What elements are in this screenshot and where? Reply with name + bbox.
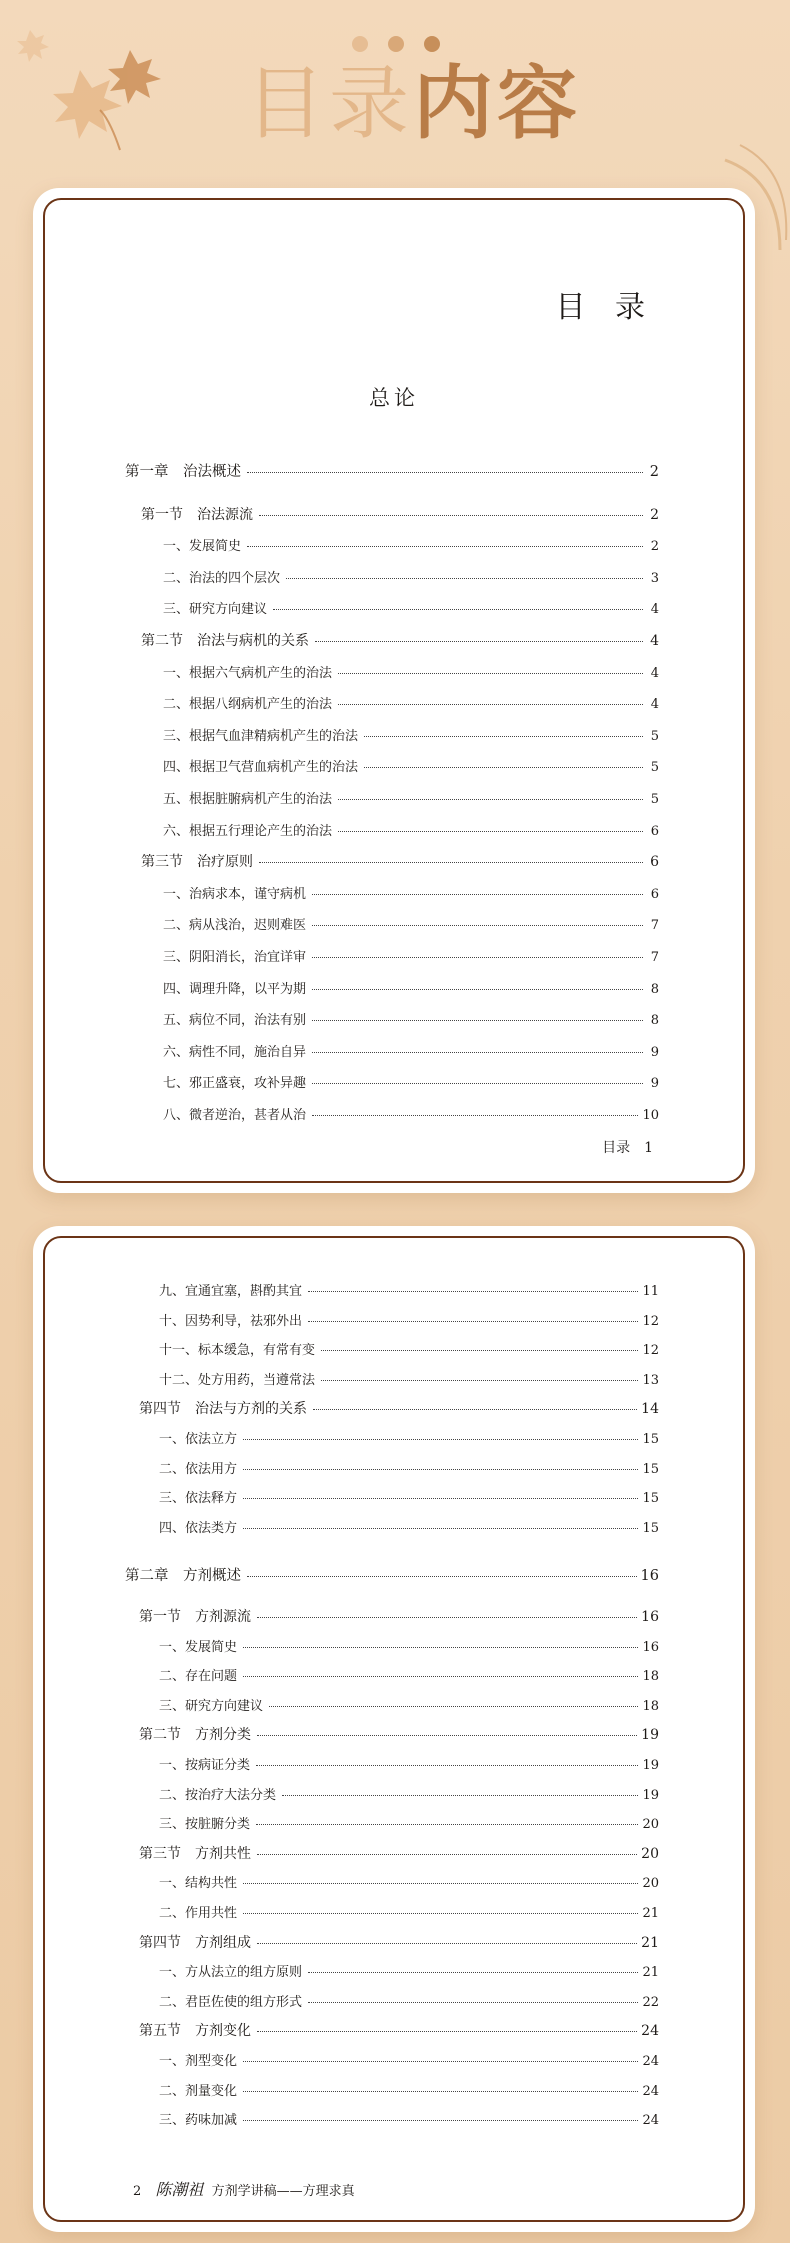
- toc-entry-label: 第二节 治法与病机的关系: [141, 633, 309, 649]
- page-border: [43, 198, 745, 1183]
- toc-entry-label: 三、研究方向建议: [159, 1698, 264, 1714]
- toc-page-1: [33, 188, 755, 1193]
- toc-entry-page: 4: [650, 665, 659, 681]
- toc-entry-label: 二、作用共性: [159, 1906, 238, 1921]
- toc-entry-page: 6: [650, 886, 659, 902]
- dot-icon: [352, 36, 368, 52]
- dot-leader: [338, 799, 643, 800]
- toc-entry-page: 7: [650, 950, 659, 965]
- toc-entry-label: 一、结构共性: [159, 1876, 238, 1892]
- toc-entry: [159, 2080, 659, 2099]
- toc-entry-label: 第三节 方剂共性: [139, 1845, 251, 1862]
- toc-entry-label: 五、根据脏腑病机产生的治法: [163, 792, 333, 807]
- toc-entry-label: 一、治病求本，谨守病机: [163, 886, 307, 902]
- toc-entry-page: 16: [642, 1639, 659, 1655]
- toc-entry-label: 一、发展简史: [159, 1639, 238, 1655]
- toc-entry-label: 第四节 治法与方剂的关系: [139, 1401, 307, 1418]
- toc-entry-page: 12: [642, 1343, 659, 1359]
- dot-leader: [338, 831, 643, 832]
- dot-leader: [243, 1883, 638, 1884]
- toc-entry-label: 二、剂量变化: [159, 2083, 238, 2099]
- maple-leaf-icon: [10, 10, 180, 160]
- toc-entry-label: 三、按脏腑分类: [159, 1817, 251, 1833]
- toc-entry-label: 六、根据五行理论产生的治法: [163, 823, 333, 839]
- toc-entry: [163, 978, 659, 997]
- toc-entry: [159, 1458, 659, 1477]
- dot-leader: [338, 704, 643, 705]
- toc-entry: [125, 460, 659, 481]
- dot-leader: [257, 1854, 637, 1855]
- toc-page-2: [33, 1226, 755, 2232]
- toc-entry: [159, 1754, 659, 1773]
- toc-entry: [141, 851, 659, 871]
- toc-entry: [163, 1072, 659, 1091]
- toc-entry-page: 15: [642, 1491, 659, 1507]
- banner-title: [245, 57, 581, 150]
- dot-leader: [312, 1052, 643, 1053]
- toc-entry-page: 21: [641, 1934, 659, 1951]
- toc-entry-page: 8: [650, 1013, 659, 1029]
- dot-leader: [259, 862, 643, 863]
- dot-leader: [243, 1913, 638, 1914]
- dot-leader: [247, 1576, 637, 1577]
- dot-leader: [257, 1617, 637, 1618]
- toc-entry: [163, 946, 659, 965]
- dot-leader: [364, 767, 643, 768]
- toc-entry-page: 18: [642, 1669, 659, 1685]
- dot-leader: [312, 1115, 638, 1116]
- toc-entry-label: 三、药味加减: [159, 2113, 238, 2129]
- toc-entry: [125, 1564, 659, 1585]
- dot-leader: [256, 1765, 638, 1766]
- toc-entry-label: 二、依法用方: [159, 1461, 238, 1477]
- toc-entry: [159, 2050, 659, 2069]
- toc-entry-page: 8: [650, 981, 659, 997]
- dot-leader: [338, 673, 643, 674]
- dot-icon: [424, 36, 440, 52]
- page-footer: [133, 2177, 355, 2200]
- dot-leader: [243, 1528, 638, 1529]
- toc-entry: [159, 1310, 659, 1329]
- toc-entry: [139, 1606, 659, 1626]
- toc-entry: [163, 1009, 659, 1028]
- toc-entry-label: 八、微者逆治，甚者从治: [163, 1108, 307, 1123]
- dot-leader: [243, 1498, 638, 1499]
- toc-entry-page: 19: [642, 1758, 659, 1773]
- dot-leader: [282, 1795, 638, 1796]
- dot-leader: [308, 1972, 638, 1973]
- toc-entry-page: 6: [650, 854, 659, 871]
- toc-entry-label: 第四节 方剂组成: [139, 1934, 251, 1951]
- dot-leader: [243, 1439, 638, 1440]
- toc-entry: [163, 756, 659, 775]
- toc-entry-label: 二、按治疗大法分类: [159, 1787, 277, 1803]
- toc-entry-page: 12: [642, 1313, 659, 1329]
- toc-entry-label: 三、根据气血津精病机产生的治法: [163, 728, 359, 744]
- toc-entry-page: 2: [649, 464, 659, 480]
- dot-leader: [312, 1020, 643, 1021]
- dot-leader: [269, 1706, 638, 1707]
- dot-leader: [243, 1676, 638, 1677]
- toc-entry-page: 19: [641, 1727, 659, 1744]
- toc-entry-page: 2: [650, 506, 659, 523]
- toc-entry: [159, 1991, 659, 2010]
- toc-entry-label: 第一章 治法概述: [125, 464, 241, 480]
- toc-entry-label: 二、根据八纲病机产生的治法: [163, 697, 333, 713]
- toc-entry-page: 4: [650, 697, 659, 713]
- toc-entry-page: 24: [642, 2083, 659, 2099]
- toc-entry-label: 二、治法的四个层次: [163, 570, 281, 586]
- toc-entry: [159, 1487, 659, 1506]
- toc-entry-page: 13: [642, 1372, 659, 1388]
- toc-entry-page: 9: [650, 1044, 659, 1060]
- toc-entry: [163, 1104, 659, 1123]
- toc-entry-page: 21: [642, 1965, 659, 1981]
- toc-entry-label: 十二、处方用药，当遵常法: [159, 1372, 316, 1388]
- dot-leader: [312, 925, 643, 926]
- toc-entry-page: 4: [650, 602, 659, 618]
- toc-entry-label: 一、根据六气病机产生的治法: [163, 665, 333, 681]
- toc-entry-label: 二、病从浅治，迟则难医: [163, 918, 307, 934]
- toc-entry-label: 第五节 方剂变化: [139, 2023, 251, 2040]
- toc-entry: [163, 535, 659, 554]
- toc-entry-label: 五、病位不同，治法有别: [163, 1013, 307, 1029]
- toc-entry-label: 七、邪正盛衰，攻补异趣: [163, 1076, 307, 1092]
- toc-entry: [159, 1665, 659, 1684]
- toc-entry-page: 15: [642, 1520, 659, 1536]
- toc-entry-page: 15: [642, 1432, 659, 1447]
- toc-entry-label: 九、宜通宜塞，斟酌其宜: [159, 1284, 303, 1299]
- toc-entry: [163, 598, 659, 617]
- toc-entry-label: 第一节 治法源流: [141, 506, 253, 523]
- toc-entry: [159, 1280, 659, 1299]
- dot-leader: [321, 1350, 638, 1351]
- dot-leader: [308, 1321, 638, 1322]
- dot-leader: [247, 546, 643, 547]
- dot-icon: [388, 36, 404, 52]
- toc-entry: [159, 1813, 659, 1832]
- toc-entry-label: 三、依法释方: [159, 1491, 238, 1507]
- toc-entry: [163, 725, 659, 744]
- toc-entry-label: 二、君臣佐使的组方形式: [159, 1994, 303, 2010]
- toc-entry-label: 第一节 方剂源流: [139, 1609, 251, 1625]
- toc-entry-label: 一、按病证分类: [159, 1758, 251, 1773]
- toc-entry: [163, 788, 659, 807]
- toc-entry: [163, 914, 659, 933]
- toc-entry: [139, 1843, 659, 1863]
- dot-leader: [243, 1647, 638, 1648]
- toc-entry-page: 15: [642, 1461, 659, 1477]
- toc-entry: [139, 1724, 659, 1744]
- toc-entry: [159, 1784, 659, 1803]
- toc-entry: [159, 2109, 659, 2128]
- toc-entry-page: 6: [650, 823, 659, 839]
- toc-title: 目 录: [555, 290, 655, 325]
- dot-leader: [312, 894, 643, 895]
- toc-entry: [159, 1695, 659, 1714]
- toc-entry-page: 24: [642, 2054, 659, 2069]
- toc-entry-page: 5: [650, 760, 659, 776]
- toc-entry-page: 19: [642, 1787, 659, 1803]
- toc-entry-label: 二、存在问题: [159, 1669, 238, 1685]
- toc-entry: [163, 1041, 659, 1060]
- toc-entry: [141, 630, 659, 650]
- toc-entry-page: 11: [642, 1284, 659, 1299]
- toc-entry-page: 20: [642, 1817, 659, 1833]
- toc-entry-label: 四、依法类方: [159, 1520, 238, 1536]
- header-banner: [0, 0, 790, 185]
- toc-entry-page: 2: [650, 539, 659, 555]
- toc-entry-page: 5: [650, 792, 659, 807]
- toc-entry-page: 18: [642, 1698, 659, 1714]
- toc-entry-page: 22: [642, 1994, 659, 2010]
- footer-author: 陈潮祖: [155, 2180, 204, 2199]
- toc-entry-page: 20: [642, 1876, 659, 1892]
- toc-entry-page: 7: [650, 918, 659, 934]
- toc-entry: [159, 1369, 659, 1388]
- toc-entry-label: 第三节 治疗原则: [141, 854, 253, 871]
- toc-entry-label: 三、阴阳消长，治宜详审: [163, 950, 307, 965]
- banner-title-bold: 内容: [413, 57, 581, 150]
- banner-title-light: 目录: [245, 57, 413, 150]
- dot-leader: [259, 515, 643, 516]
- dot-leader: [315, 641, 643, 642]
- toc-entry: [159, 1961, 659, 1980]
- toc-entry-label: 一、依法立方: [159, 1432, 238, 1447]
- toc-entry-page: 16: [641, 1609, 659, 1625]
- toc-entry: [159, 1517, 659, 1536]
- dot-leader: [286, 578, 643, 579]
- decorative-dots: [352, 36, 440, 52]
- dot-leader: [257, 1735, 637, 1736]
- toc-entry-label: 四、调理升降，以平为期: [163, 981, 307, 997]
- toc-entry: [163, 693, 659, 712]
- toc-entry: [159, 1339, 659, 1358]
- toc-entry-label: 第二章 方剂概述: [125, 1568, 241, 1585]
- dot-leader: [313, 1409, 637, 1410]
- toc-entry-label: 六、病性不同，施治自异: [163, 1044, 307, 1060]
- toc-entry-label: 十、因势利导，祛邪外出: [159, 1313, 303, 1329]
- toc-entry-page: 3: [650, 570, 659, 586]
- dot-leader: [273, 609, 643, 610]
- toc-entry: [141, 504, 659, 524]
- toc-entry-label: 一、剂型变化: [159, 2054, 238, 2069]
- toc-entry: [139, 1932, 659, 1952]
- toc-entry-page: 10: [642, 1108, 659, 1123]
- dot-leader: [243, 2061, 638, 2062]
- toc-entry: [159, 1902, 659, 1921]
- toc-entry-page: 5: [650, 728, 659, 744]
- toc-entry-page: 24: [641, 2023, 659, 2040]
- toc-entry-page: 16: [640, 1568, 659, 1585]
- dot-leader: [308, 2002, 638, 2003]
- dot-leader: [364, 736, 643, 737]
- toc-entry: [159, 1428, 659, 1447]
- toc-entry: [163, 820, 659, 839]
- toc-entry: [139, 2020, 659, 2040]
- toc-entry: [159, 1636, 659, 1655]
- dot-leader: [312, 957, 643, 958]
- toc-entry-page: 14: [641, 1401, 659, 1418]
- toc-entry-label: 第二节 方剂分类: [139, 1727, 251, 1744]
- toc-entry-label: 一、发展简史: [163, 539, 242, 555]
- dot-leader: [312, 1083, 643, 1084]
- toc-entry-label: 十一、标本缓急，有常有变: [159, 1343, 316, 1359]
- dot-leader: [312, 989, 643, 990]
- toc-entry-label: 四、根据卫气营血病机产生的治法: [163, 760, 359, 776]
- dot-leader: [243, 2120, 638, 2121]
- toc-entry-page: 20: [641, 1845, 659, 1862]
- toc-entry-label: 三、研究方向建议: [163, 602, 268, 618]
- section-heading: 总论: [369, 386, 419, 410]
- dot-leader: [247, 472, 643, 473]
- toc-entry: [163, 883, 659, 902]
- toc-entry: [163, 662, 659, 681]
- toc-entry-page: 21: [642, 1906, 659, 1921]
- toc-entry-page: 24: [642, 2113, 659, 2129]
- dot-leader: [257, 2031, 637, 2032]
- dot-leader: [256, 1824, 638, 1825]
- footer-page-number: 2: [133, 2184, 142, 2199]
- page-border: [43, 1236, 745, 2222]
- toc-entry-page: 4: [650, 633, 659, 649]
- toc-entry: [139, 1398, 659, 1418]
- page-footer: 目录 1: [602, 1140, 653, 1156]
- toc-entry: [159, 1872, 659, 1891]
- toc-entry-label: 一、方从法立的组方原则: [159, 1965, 303, 1981]
- footer-book-title: 方剂学讲稿——方理求真: [211, 2184, 355, 2199]
- dot-leader: [308, 1291, 638, 1292]
- dot-leader: [257, 1943, 637, 1944]
- toc-entry: [163, 567, 659, 586]
- dot-leader: [243, 2091, 638, 2092]
- dot-leader: [321, 1380, 638, 1381]
- toc-entry-page: 9: [650, 1076, 659, 1092]
- dot-leader: [243, 1469, 638, 1470]
